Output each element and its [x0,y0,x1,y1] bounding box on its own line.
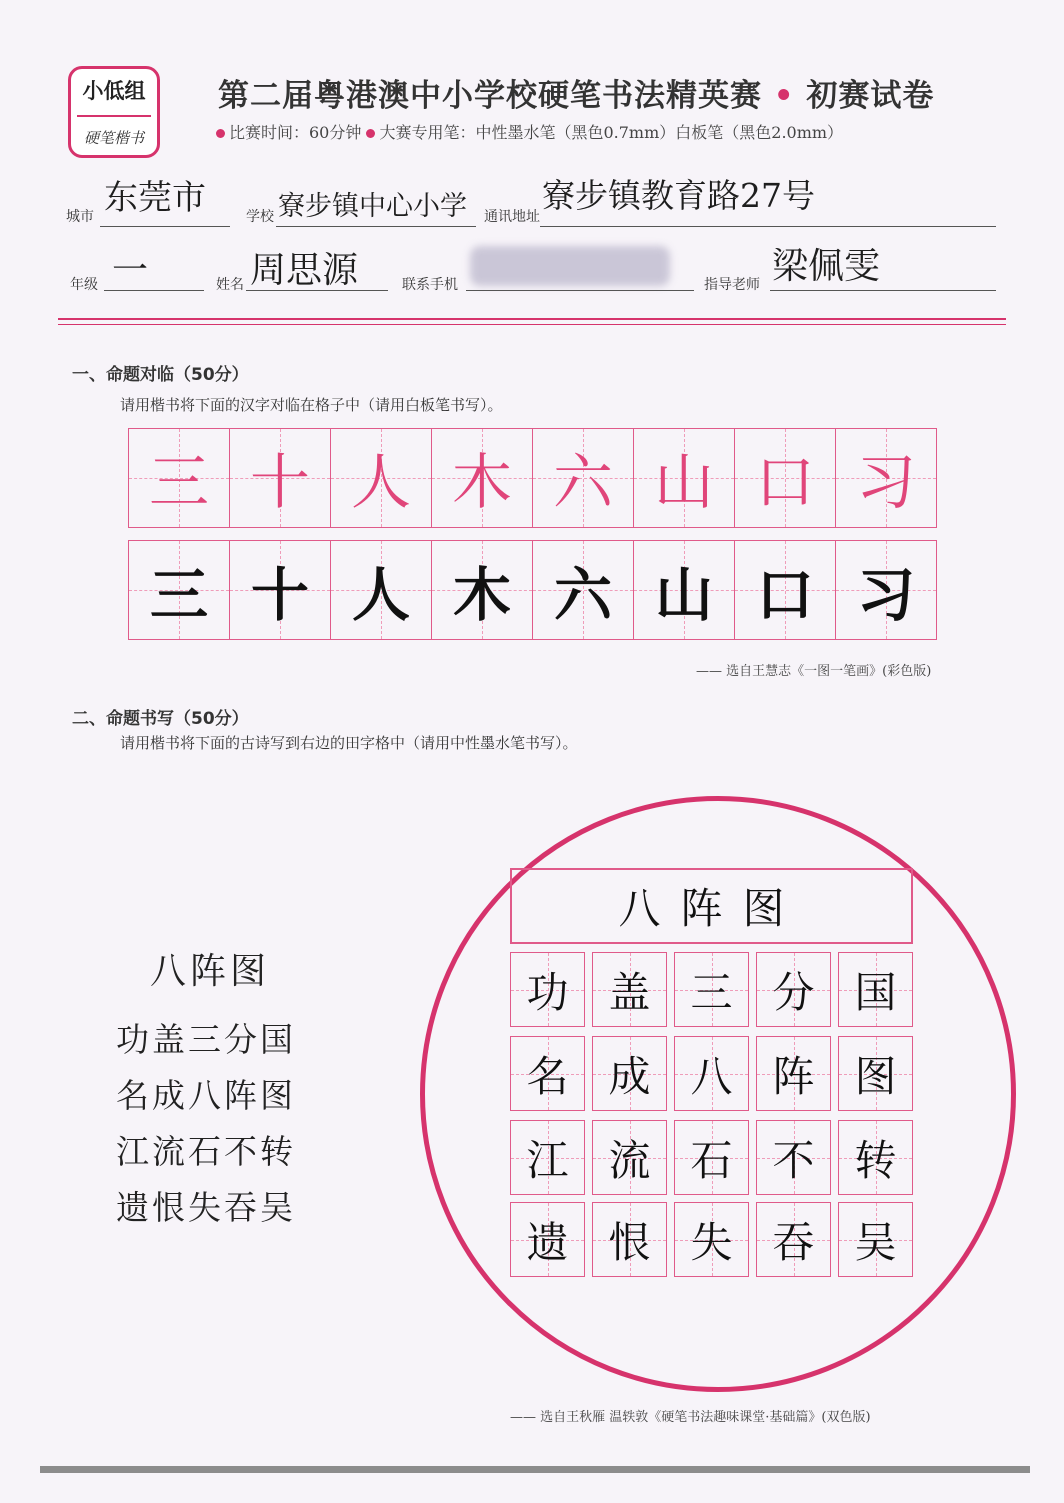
practice-char: 山 [654,561,713,629]
practice-char: 口 [755,561,814,629]
writing-cell[interactable] [592,952,667,1027]
name-underline [246,290,388,291]
written-char: 流 [608,1135,651,1185]
page-title [218,70,934,115]
practice-cell[interactable] [330,540,432,640]
written-char: 不 [772,1135,815,1185]
model-cell [229,428,331,528]
teacher-value[interactable]: 梁佩雯 [772,246,881,287]
practice-char: 十 [250,561,309,629]
poem-line: 遗恨失吞吴 [116,1188,296,1227]
badge-divider [77,115,151,117]
writing-cell[interactable] [756,952,831,1027]
section1-credit: —— 选自王慧志《一图一笔画》(彩色版) [696,664,932,679]
writing-cell[interactable] [838,1202,913,1277]
header-divider-thin [58,324,1006,325]
writing-cell[interactable] [838,952,913,1027]
written-char: 图 [854,1051,897,1101]
model-char: 山 [654,448,714,518]
title-dot: • [762,78,807,114]
section2-instruction: 请用楷书将下面的古诗写到右边的田字格中（请用中性墨水笔书写）。 [120,734,578,752]
school-underline [276,226,476,227]
written-char: 分 [772,967,815,1017]
city-label: 城市 [66,209,94,225]
model-cell [734,428,836,528]
written-char: 盖 [608,967,651,1017]
writing-cell[interactable] [674,1202,749,1277]
poem-line: 江流石不转 [116,1132,296,1171]
writing-cell[interactable] [510,952,585,1027]
phone-label: 联系手机 [402,277,458,293]
written-char: 三 [690,967,733,1017]
badge-category: 硬笔楷书 [83,129,144,147]
writing-cell[interactable] [592,1036,667,1111]
school-value[interactable]: 寮步镇中心小学 [278,191,467,222]
poem-line: 名成八阵图 [116,1076,296,1115]
model-cell [532,428,634,528]
header-divider [58,318,1006,320]
grade-underline [104,290,204,291]
address-label: 通讯地址 [484,209,540,225]
practice-char: 六 [553,561,612,629]
written-char: 吞 [772,1217,815,1267]
poem-title: 八阵图 [150,951,271,992]
section2-heading: 二、命题书写（50分） [72,709,249,729]
model-char: 木 [452,448,512,518]
writing-cell[interactable] [674,952,749,1027]
phone-underline [466,290,694,291]
model-cell [633,428,735,528]
section1-instruction: 请用楷书将下面的汉字对临在格子中（请用白板笔书写）。 [120,396,503,414]
title-main: 第二届粤港澳中小学校硬笔书法精英赛 [218,78,762,114]
section1-heading: 一、命题对临（50分） [72,365,249,385]
practice-cell[interactable] [532,540,634,640]
writing-cell[interactable] [756,1202,831,1277]
writing-cell[interactable] [592,1202,667,1277]
model-char: 十 [250,448,310,518]
practice-cell[interactable] [431,540,533,640]
city-value[interactable]: 东莞市 [104,178,206,218]
written-char: 国 [854,967,897,1017]
name-value[interactable]: 周思源 [250,250,359,291]
practice-char: 木 [452,561,511,629]
title-suffix: 初赛试卷 [806,78,935,114]
written-title: 八阵图 [618,884,805,933]
model-cell [431,428,533,528]
practice-cell[interactable] [835,540,937,640]
written-char: 吴 [854,1217,897,1267]
written-char: 成 [608,1051,651,1101]
model-cell [835,428,937,528]
practice-cell[interactable] [128,540,230,640]
writing-cell[interactable] [756,1036,831,1111]
poem-line: 功盖三分国 [116,1020,296,1059]
practice-cell[interactable] [229,540,331,640]
writing-cell[interactable] [674,1036,749,1111]
practice-char: 人 [351,561,410,629]
group-badge [68,66,160,158]
model-char: 人 [351,448,411,518]
writing-cell[interactable] [756,1120,831,1195]
teacher-label: 指导老师 [704,277,760,293]
model-char: 三 [149,448,209,518]
exam-rules [216,120,843,143]
writing-cell[interactable] [838,1120,913,1195]
model-char: 口 [755,448,815,518]
practice-cell[interactable] [633,540,735,640]
grade-label: 年级 [70,277,98,293]
writing-cell[interactable] [838,1036,913,1111]
written-char: 阵 [772,1051,815,1101]
model-char: 习 [856,448,916,518]
writing-cell[interactable] [510,1036,585,1111]
written-char: 石 [690,1135,733,1185]
practice-char: 习 [856,561,915,629]
practice-cell[interactable] [734,540,836,640]
phone-redacted [470,246,670,286]
pen-info: 大赛专用笔：中性墨水笔（黑色0.7mm）白板笔（黑色2.0mm） [379,123,844,142]
written-char: 遗 [526,1217,569,1267]
bottom-bar [40,1466,1030,1473]
written-title-box[interactable] [510,868,913,944]
writing-cell[interactable] [510,1120,585,1195]
section2-credit: —— 选自王秋雁 温轶敦《硬笔书法趣味课堂·基础篇》(双色版) [510,1410,871,1425]
bullet-dot [366,129,375,138]
writing-cell[interactable] [510,1202,585,1277]
grade-value[interactable]: 一 [112,250,149,291]
written-char: 名 [526,1051,569,1101]
model-cell [128,428,230,528]
school-label: 学校 [246,209,274,225]
practice-char: 三 [149,561,208,629]
written-char: 八 [690,1051,733,1101]
teacher-underline [770,290,996,291]
written-char: 恨 [608,1217,651,1267]
bullet-dot [216,129,225,138]
writing-cell[interactable] [592,1120,667,1195]
time-info: 比赛时间：60分钟 [229,123,362,142]
written-char: 失 [690,1217,733,1267]
written-char: 江 [526,1135,569,1185]
name-label: 姓名 [216,277,244,293]
address-underline [540,226,996,227]
writing-cell[interactable] [674,1120,749,1195]
written-char: 功 [526,967,569,1017]
model-char: 六 [553,448,613,518]
written-char: 转 [854,1135,897,1185]
address-value[interactable]: 寮步镇教育路27号 [542,176,815,215]
city-underline [100,226,230,227]
model-cell [330,428,432,528]
badge-group: 小低组 [82,79,146,103]
